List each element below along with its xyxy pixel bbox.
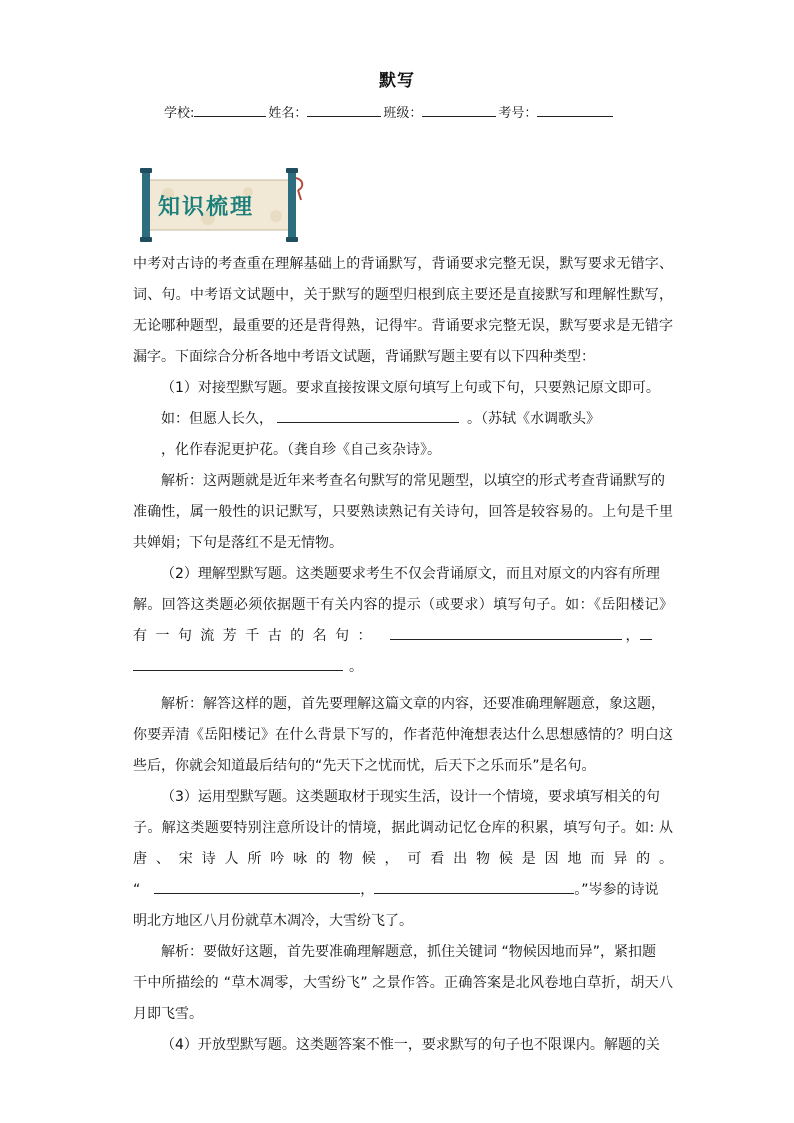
paragraph-line: （4）开放型默写题。这类题答案不惟一，要求默写的句子也不限课内。解题的关 (161, 1037, 660, 1053)
question-text: 有 一 句 流 芳 千 古 的 名 句 ： (133, 628, 374, 644)
banner-title: 知识梳理 (158, 194, 255, 220)
question-text: ， (360, 882, 375, 898)
student-info-line (164, 102, 644, 124)
page-title: 默写 (379, 71, 415, 91)
question-line (133, 875, 673, 906)
paragraph-line: 漏字。下面综合分析各地中考语文试题，背诵默写题主要有以下四种类型： (133, 349, 595, 365)
question-text: 。 (349, 659, 363, 675)
paragraph-line: 词、句。中考语文试题中，关于默写的题型归根到底主要还是直接默写和理解性默写， (133, 287, 673, 303)
answer-blank[interactable] (390, 621, 622, 640)
question-line (133, 621, 673, 652)
paragraph-line: 些后，你就会知道最后结句的“先天下之忧而忧，后天下之乐而乐”是名句。 (133, 758, 596, 774)
class-label: 班级： (383, 106, 423, 121)
paragraph-line: 干中所描绘的 “草木凋零，大雪纷飞” 之景作答。正确答案是北风卷地白草折，胡天八 (133, 975, 673, 991)
paragraph-line: 解析：要做好这题，首先要准确理解题意，抓住关键词 “物候因地而异”，紧扣题 (161, 944, 656, 960)
paragraph-line: （1）对接型默写题。要求直接按课文原句填写上句或下句，只要熟记原文即可。 (161, 380, 660, 396)
exam-no-blank[interactable] (537, 102, 613, 117)
class-blank[interactable] (422, 102, 496, 117)
question-line (133, 652, 673, 689)
answer-blank[interactable] (277, 404, 459, 423)
paragraph-line: 你要弄清《岳阳楼记》在什么背景下写的，作者范仲淹想表达什么思想感情的？明白这 (133, 727, 673, 743)
knowledge-banner (138, 166, 308, 246)
paragraph-line: 中考对古诗的考查重在理解基础上的背诵默写，背诵要求完整无误，默写要求无错字、 (133, 256, 673, 272)
question-text: 如：但愿人长久， (161, 411, 273, 427)
answer-blank[interactable] (133, 652, 343, 671)
question-line (133, 404, 673, 435)
question-text: 。（苏轼《水调歌头》 (467, 411, 600, 427)
paragraph-line: 解析：这两题就是近年来考查名句默写的常见题型，以填空的形式考查背诵默写的 (161, 473, 665, 489)
name-blank[interactable] (307, 102, 381, 117)
paragraph-line: 解析：解答这样的题，首先要理解这篇文章的内容，还要准确理解题意，象这题， (161, 696, 665, 712)
name-label: 姓名： (268, 106, 308, 121)
paragraph-line: 月即飞雪。 (133, 1006, 203, 1022)
paragraph-line: （3）运用型默写题。这类题取材于现实生活，设计一个情境，要求填写相关的句 (161, 789, 660, 805)
question-text: 。”岑参的诗说 (574, 882, 659, 898)
paragraph-line: 共婵娟；下句是落红不是无情物。 (133, 535, 343, 551)
question-text: “ (133, 882, 141, 898)
question-text: ， (625, 628, 640, 644)
paragraph-line: 解。回答这类题必须依据题干有关内容的提示（或要求）填写句子。如：《岳阳楼记》 (133, 597, 673, 613)
answer-blank[interactable] (154, 875, 360, 894)
paragraph-line: 无论哪种题型，最重要的还是背得熟，记得牢。背诵要求完整无误，默写要求是无错字 (133, 318, 673, 334)
answer-blank[interactable] (640, 621, 652, 640)
answer-blank[interactable] (374, 875, 574, 894)
paragraph-line: 子。解这类题要特别注意所设计的情境，据此调动记忆仓库的积累，填写句子。如: 从 (133, 820, 673, 836)
paragraph-line: 唐 、 宋 诗 人 所 吟 咏 的 物 候 ， 可 看 出 物 候 是 因 地 而 异 的 。 (133, 851, 673, 867)
paragraph-line: ，化作春泥更护花。（龚自珍《自己亥杂诗》。 (161, 442, 441, 458)
paragraph-line: 准确性，属一般性的识记默写，只要熟读熟记有关诗句，回答是较容易的。上句是千里 (133, 504, 673, 520)
school-label: 学校: (164, 106, 195, 121)
body-text (133, 249, 673, 1061)
exam-no-label: 考号： (498, 106, 538, 121)
paragraph-line: （2）理解型默写题。这类题要求考生不仅会背诵原文，而且对原文的内容有所理 (161, 566, 660, 582)
school-blank[interactable] (194, 102, 266, 117)
paragraph-line: 明北方地区八月份就草木凋冷，大雪纷飞了。 (133, 913, 413, 929)
